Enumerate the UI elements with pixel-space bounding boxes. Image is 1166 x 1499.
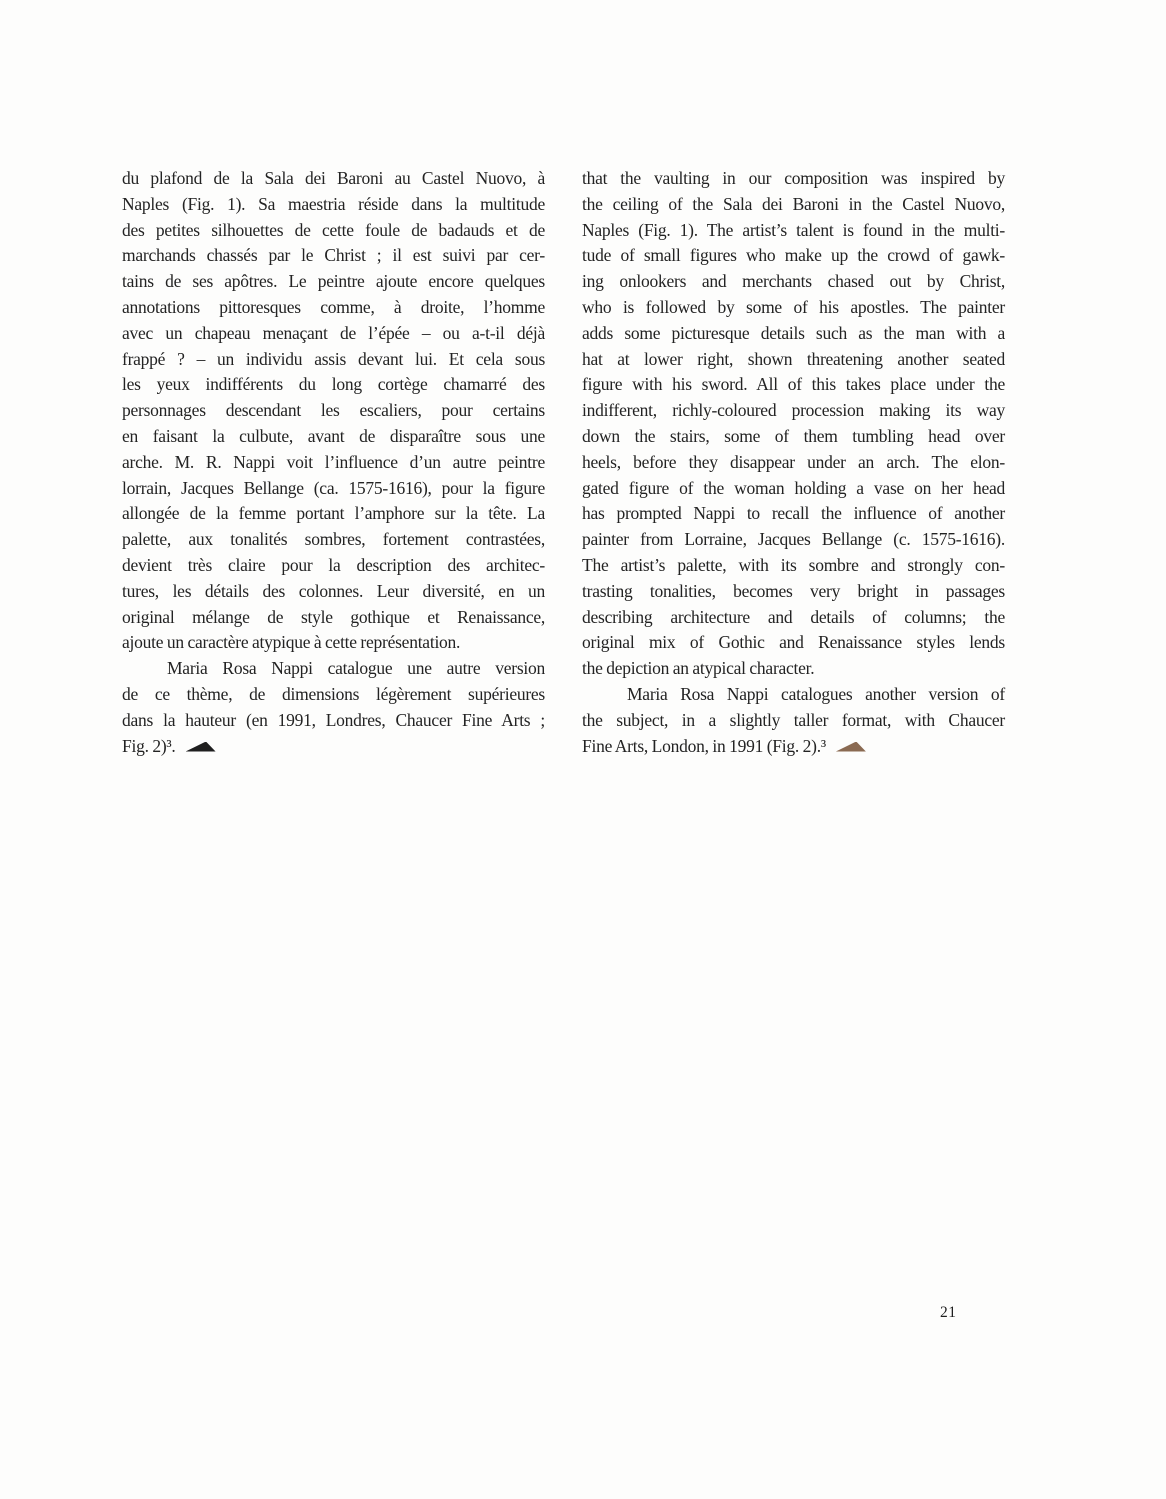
text-line: painter from Lorraine, Jacques Bellange (c. 1575-1616). xyxy=(582,529,1005,550)
column-french xyxy=(122,166,545,759)
text-line: personnages descendant les escaliers, pour certains xyxy=(122,400,545,421)
text-line: The artist’s palette, with its sombre and strongly con- xyxy=(582,554,1005,575)
text-line: allongée de la femme portant l’amphore sur la tête. La xyxy=(122,503,545,524)
text-line: tude of small figures who make up the crowd of gawk- xyxy=(582,245,1005,266)
text-line: original mix of Gothic and Renaissance styles lends xyxy=(582,632,1005,653)
text-line: des petites silhouettes de cette foule de badauds et de xyxy=(122,219,545,240)
text-line: Maria Rosa Nappi catalogues another version of xyxy=(627,683,1005,704)
text-line: describing architecture and details of columns; the xyxy=(582,606,1005,627)
text-line: tures, les détails des colonnes. Leur diversité, en un xyxy=(122,580,545,601)
text-line: that the vaulting in our composition was inspired by xyxy=(582,168,1005,188)
text-line: Naples (Fig. 1). The artist’s talent is found in the multi- xyxy=(582,219,1005,240)
text-line: has prompted Nappi to recall the influence of another xyxy=(582,503,1005,524)
text-line: the subject, in a slightly taller format, with Chaucer xyxy=(582,709,1005,730)
text-line: annotations pittoresques comme, à droite, l’homme xyxy=(122,296,545,317)
text-line: du plafond de la Sala dei Baroni au Castel Nuovo, à xyxy=(122,168,545,188)
text-line: ing onlookers and merchants chased out by Christ, xyxy=(582,271,1005,292)
text-line: down the stairs, some of them tumbling head over xyxy=(582,425,1005,446)
two-column-text-block xyxy=(122,166,1006,759)
text-line: arche. M. R. Nappi voit l’influence d’un autre peintre xyxy=(122,451,545,472)
text-line: gated figure of the woman holding a vase on her head xyxy=(582,477,1005,498)
text-line: les yeux indifférents du long cortège chamarré des xyxy=(122,374,545,395)
text-line: frappé ? – un individu assis devant lui. Et cela sous xyxy=(122,348,545,369)
text-line: lorrain, Jacques Bellange (ca. 1575-1616), pour la figure xyxy=(122,477,545,498)
text-line: en faisant la culbute, avant de disparaître sous une xyxy=(122,425,545,446)
page-number: 21 xyxy=(940,1304,957,1321)
text-line: dans la hauteur (en 1991, Londres, Chaucer Fine Arts ; xyxy=(122,709,545,730)
text-line: the ceiling of the Sala dei Baroni in the Castel Nuovo, xyxy=(582,193,1005,214)
text-line: the depiction an atypical character. xyxy=(582,658,815,679)
text-line: tains de ses apôtres. Le peintre ajoute encore quelques xyxy=(122,271,545,292)
text-line: palette, aux tonalités sombres, fortement contrastées, xyxy=(122,529,545,550)
text-line: avec un chapeau menaçant de l’épée – ou a-t-il déjà xyxy=(122,322,545,343)
wedge-end-mark-icon xyxy=(836,742,866,752)
text-line: heels, before they disappear under an arch. The elon- xyxy=(582,451,1005,472)
text-line: Maria Rosa Nappi catalogue une autre version xyxy=(167,658,545,679)
text-line: trasting tonalities, becomes very bright in passages xyxy=(582,580,1005,601)
text-line: Fine Arts, London, in 1991 (Fig. 2).³ xyxy=(582,734,1005,760)
wedge-end-mark-icon xyxy=(186,742,216,752)
text-line: hat at lower right, shown threatening another seated xyxy=(582,348,1005,369)
text-line: ajoute un caractère atypique à cette représentation. xyxy=(122,632,461,653)
column-english xyxy=(582,166,1005,759)
text-line: Naples (Fig. 1). Sa maestria réside dans la multitude xyxy=(122,193,545,214)
text-line: Fig. 2)³. xyxy=(122,734,545,760)
text-line: indifferent, richly-coloured procession making its way xyxy=(582,400,1005,421)
text-line: original mélange de style gothique et Renaissance, xyxy=(122,606,545,627)
text-line: figure with his sword. All of this takes place under the xyxy=(582,374,1005,395)
text-line: de ce thème, de dimensions légèrement supérieures xyxy=(122,683,545,704)
text-line: devient très claire pour la description des architec- xyxy=(122,554,545,575)
text-line: adds some picturesque details such as the man with a xyxy=(582,322,1005,343)
text-line: who is followed by some of his apostles. The painter xyxy=(582,296,1005,317)
text-line: marchands chassés par le Christ ; il est suivi par cer- xyxy=(122,245,545,266)
